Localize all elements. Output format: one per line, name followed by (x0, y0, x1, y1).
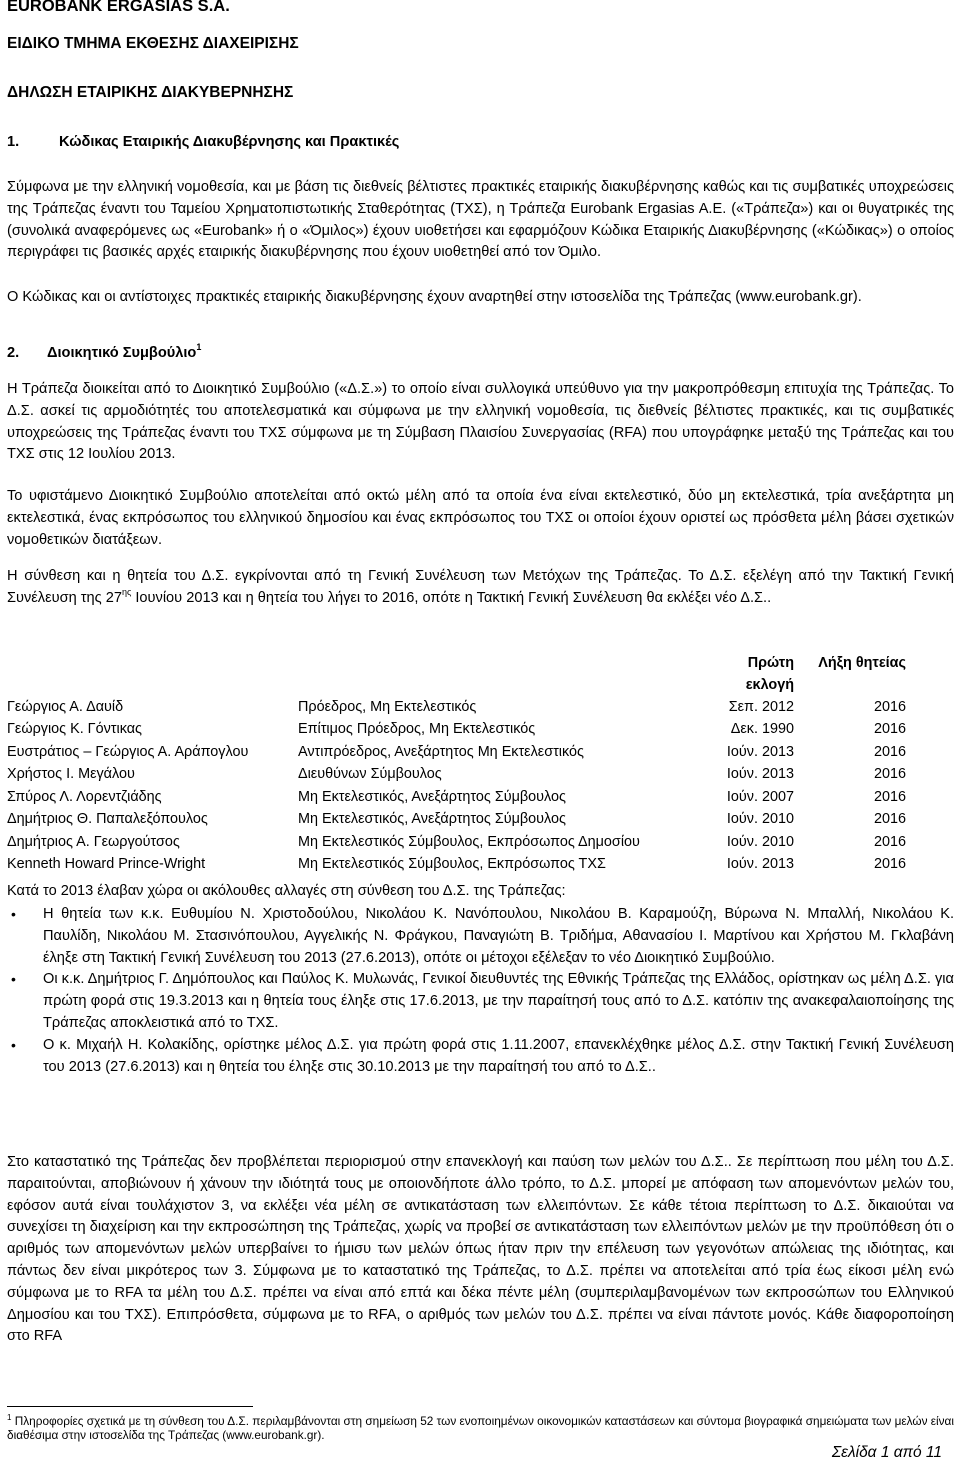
first-election-header: Πρώτη εκλογή (745, 655, 794, 693)
member-first-election: Δεκ. 1990 (730, 721, 794, 738)
member-term-end: 2016 (873, 743, 906, 760)
footnote-divider (7, 1406, 253, 1407)
section-1-paragraph-2: Ο Κώδικας και οι αντίστοιχες πρακτικές εταιρικής διακυβέρνησης έχουν αναρτηθεί στην ιστοσελίδα της Τράπεζας (www.eurobank.gr). (7, 289, 862, 305)
member-role: Αντιπρόεδρος, Ανεξάρτητος Μη Εκτελεστικός (298, 743, 584, 760)
section-2-paragraph-3 (7, 566, 954, 610)
term-end-header: Λήξη θητείας (818, 655, 906, 671)
report-title: ΔΗΛΩΣΗ ΕΤΑΙΡΙΚΗΣ ΔΙΑΚΥΒΕΡΝΗΣΗΣ (7, 84, 294, 101)
changes-list (7, 904, 954, 1078)
member-first-election: Ιούν. 2013 (726, 743, 794, 760)
table-row (7, 697, 906, 720)
table-row (7, 832, 906, 855)
member-role: Μη Εκτελεστικός Σύμβουλος, Εκπρόσωπος ΤΧΣ (298, 856, 606, 873)
section-1-paragraph-1: Σύμφωνα με την ελληνική νομοθεσία, και με βάση τις διεθνείς βέλτιστες πρακτικές εταιρικής διακυβέρνησης καθώς και τις συμβατικές υποχρεώσεις της Τράπεζας έναντι του Ταμείου Χρηματοπιστωτικής Σταθερότητας (ΤΧΣ), η Τράπεζα Eurobank Ergasias A.E. («Τράπεζα») και οι θυγατρικές της (συνολικά αναφερόμενες ως «Eurobank» ή ο «Όμιλος») έχουν υιοθετήσει και εφαρμόζουν Κώδικα Εταιρικής Διακυβέρνησης («Κώδικας») ο οποίος περιγράφει τις βασικές αρχές εταιρικής διακυβέρνησης που έχουν υιοθετηθεί από τον Όμιλο. (7, 179, 954, 261)
member-term-end: 2016 (873, 856, 906, 873)
member-name: Γεώργιος Κ. Γόντικας (7, 721, 142, 738)
section-1-heading (7, 132, 399, 154)
board-term-paragraph: Στο καταστατικό της Τράπεζας δεν προβλέπεται περιορισμού στην επανεκλογή και παύση των μελών του Δ.Σ.. Σε περίπτωση που μέλη του Δ.Σ. παραιτούνται, αποβιώνουν ή χάνουν την ιδιότητά τους με οποιονδήποτε άλλο τρόπο, το Δ.Σ. μπορεί με απόφαση των απομενόντων μελών του, εφόσον αυτά είναι τουλάχιστον 3, να εκλέξει νέα μέλη σε αντικατάσταση των ελλειπόντων. Σε κάθε τέτοια περίπτωση το Δ.Σ. δικαιούται να συνεχίσει τη διαχείριση και την εκπροσώπηση της Τράπεζας, χωρίς να προβεί σε αντικατάσταση των ελλειπόντων μελών με την προϋπόθεση ότι ο αριθμός των απομενόντων μελών υπερβαίνει το ήμισυ των μελών όπως ήταν πριν την επέλευση των γεγονότων απώλειας της ιδιότητας, και πάντως δεν είναι μικρότερος των 3. Σύμφωνα με το καταστατικό της Τράπεζας, το Δ.Σ. πρέπει να αποτελείται από τρία έως είκοσι μέλη ενώ σύμφωνα με το RFA τα μέλη του Δ.Σ. πρέπει να είναι από επτά και δέκα πέντε μέλη (συμπεριλαμβανομένων των εκπροσώπων του Ελληνικού Δημοσίου και του ΤΧΣ). Επιπρόσθετα, σύμφωνα με το RFA, ο αριθμός των μελών του Δ.Σ. πρέπει να είναι πάντοτε μονός. Κάθε διαφοροποίηση στο RFA (7, 1154, 954, 1345)
board-table-header-row (7, 653, 906, 697)
section-2-title: Διοικητικό Συμβούλιο (47, 345, 197, 361)
member-name: Kenneth Howard Prince-Wright (7, 856, 206, 873)
table-row (7, 787, 906, 810)
section-2-heading (7, 343, 201, 365)
company-name: EUROBANK ERGASIAS S.A. (7, 0, 230, 15)
member-name: Δημήτριος Θ. Παπαλεξόπουλος (7, 811, 208, 828)
table-row (7, 854, 906, 877)
board-members-table (7, 653, 906, 877)
section-2-paragraph-2: Το υφιστάμενο Διοικητικό Συμβούλιο αποτελείται από οκτώ μέλη από τα οποία ένα είναι εκτελεστικό, δύο μη εκτελεστικά, τρία ανεξάρτητα μη εκτελεστικά, ένας εκπρόσωπος του ελληνικού δημοσίου και ένας εκπρόσωπος του ΤΧΣ οι οποίοι έχουν οριστεί ως πρόσθετα μέλη βάσει σχετικών νομοθετικών διατάξεων. (7, 488, 954, 548)
section-1-number: 1. (7, 134, 20, 150)
member-term-end: 2016 (873, 766, 906, 783)
member-role: Πρόεδρος, Μη Εκτελεστικός (298, 698, 477, 715)
section-1-title: Κώδικας Εταιρικής Διακυβέρνησης και Πρακτικές (59, 134, 400, 150)
member-term-end: 2016 (873, 721, 906, 738)
list-item: • Ο κ. Μιχαήλ Η. Κολακίδης, ορίστηκε μέλος Δ.Σ. για πρώτη φορά στις 1.11.2007, επανεκλέχθηκε μέλος Δ.Σ. στην Τακτική Γενική Συνέλευση του 2013 (27.6.2013) και η θητεία του έληξε στις 30.10.2013 με την παραίτησή του από το Δ.Σ.. (7, 1035, 954, 1079)
member-first-election: Ιούν. 2010 (726, 833, 794, 850)
table-row (7, 719, 906, 742)
footnote-reference: 1 (196, 342, 202, 352)
changes-intro: Κατά το 2013 έλαβαν χώρα οι ακόλουθες αλλαγές στη σύνθεση του Δ.Σ. της Τράπεζας: (7, 883, 566, 899)
list-item: • Οι κ.κ. Δημήτριος Γ. Δημόπουλος και Παύλος Κ. Μυλωνάς, Γενικοί διευθυντές της Εθνικής Τράπεζας της Ελλάδος, ορίστηκαν ως μέλη Δ.Σ. για πρώτη φορά στις 19.3.2013 και η θητεία τους έληξε στις 17.6.2013, με την παραίτησή τους από το Δ.Σ. κατόπιν της ανακεφαλαιοποίησης της Τράπεζας αποκλειστικά από το ΤΧΣ. (7, 969, 954, 1034)
list-item: • Η θητεία των κ.κ. Ευθυμίου Ν. Χριστοδούλου, Νικολάου Κ. Νανόπουλου, Νικολάου Β. Καραμούζη, Βύρωνα Ν. Μπαλλή, Νικολάου Κ. Παυλίδη, Νικολάου Μ. Στασινόπουλου, Αγγελικής Ν. Φράγκου, Παναγιώτη Β. Τριδήμα, Αθανασίου Ι. Μαρτίνου και Χρήστου Μ. Γκλαβάνη έληξε στη Τακτική Γενική Συνέλευση του 2013 (27.6.2013), οπότε οι μέτοχοι εξέλεξαν το νέο Διοικητικό Συμβούλιο. (7, 904, 954, 969)
member-term-end: 2016 (873, 698, 906, 715)
member-name: Γεώργιος Α. Δαυίδ (7, 698, 124, 715)
table-row (7, 764, 906, 787)
section-2-number: 2. (7, 345, 20, 361)
footnote-number: 1 (7, 1413, 12, 1422)
member-first-election: Ιούν. 2013 (726, 766, 794, 783)
member-name: Δημήτριος Α. Γεωργούτσος (7, 833, 180, 850)
member-name: Χρήστος Ι. Μεγάλου (7, 766, 135, 783)
member-first-election: Ιούν. 2007 (726, 788, 794, 805)
member-term-end: 2016 (873, 833, 906, 850)
member-first-election: Ιούν. 2010 (726, 811, 794, 828)
member-name: Ευστράτιος – Γεώργιος Α. Αράπογλου (7, 743, 249, 760)
composition-text-a: Η σύνθεση και η θητεία του Δ.Σ. εγκρίνονται από τη Γενική Συνέλευση των Μετόχων της Τράπεζας. Το Δ.Σ. εξελέγη από την Τακτική Γενική Συνέλευση της 27 (7, 568, 954, 606)
page-number: Σελίδα 1 από 11 (831, 1444, 942, 1461)
department-name: ΕΙΔΙΚΟ ΤΜΗΜΑ ΕΚΘΕΣΗΣ ΔΙΑΧΕΙΡΙΣΗΣ (7, 35, 299, 52)
member-name: Σπύρος Λ. Λορεντζιάδης (7, 788, 162, 805)
table-row (7, 742, 906, 765)
section-2-paragraph-1: Η Τράπεζα διοικείται από το Διοικητικό Συμβούλιο («Δ.Σ.») το οποίο είναι συλλογικά υπεύθυνο για την μακροπρόθεσμη επιτυχία της Τράπεζας. Το Δ.Σ. ασκεί τις αρμοδιότητές του αποτελεσματικά και σύμφωνα με την ελληνική νομοθεσία, τις διεθνείς βέλτιστες πρακτικές, και τις συμβατικές υποχρεώσεις της Τράπεζας έναντι του ΤΧΣ σύμφωνα με τη Σύμβαση Πλαισίου Συνεργασίας (RFA) που υπογράφηκε μεταξύ της Τράπεζας και του ΤΧΣ στις 12 Ιουλίου 2013. (7, 381, 954, 463)
member-first-election: Ιούν. 2013 (726, 856, 794, 873)
member-term-end: 2016 (873, 811, 906, 828)
member-role: Επίτιμος Πρόεδρος, Μη Εκτελεστικός (298, 721, 536, 738)
ordinal-suffix: ης (121, 586, 132, 597)
member-first-election: Σεπ. 2012 (728, 698, 794, 715)
member-role: Μη Εκτελεστικός Σύμβουλος, Εκπρόσωπος Δημοσίου (298, 833, 640, 850)
composition-text-b: Ιουνίου 2013 και η θητεία του λήγει το 2016, οπότε η Τακτική Γενική Συνέλευση θα εκλέξει νέο Δ.Σ.. (131, 589, 772, 606)
member-role: Διευθύνων Σύμβουλος (298, 766, 442, 783)
footnote-text: Πληροφορίες σχετικά με τη σύνθεση του Δ.Σ. περιλαμβάνονται στη σημείωση 52 των ενοποιημένων οικονομικών καταστάσεων και σύντομα βιογραφικά σημειώματα των μελών είναι διαθέσιμα στην ιστοσελίδα της Τράπεζας (www.eurobank.gr). (7, 1414, 954, 1442)
footnote (7, 1414, 954, 1442)
member-role: Μη Εκτελεστικός, Ανεξάρτητος Σύμβουλος (298, 788, 566, 805)
member-term-end: 2016 (873, 788, 906, 805)
member-role: Μη Εκτελεστικός, Ανεξάρτητος Σύμβουλος (298, 811, 566, 828)
table-row (7, 809, 906, 832)
